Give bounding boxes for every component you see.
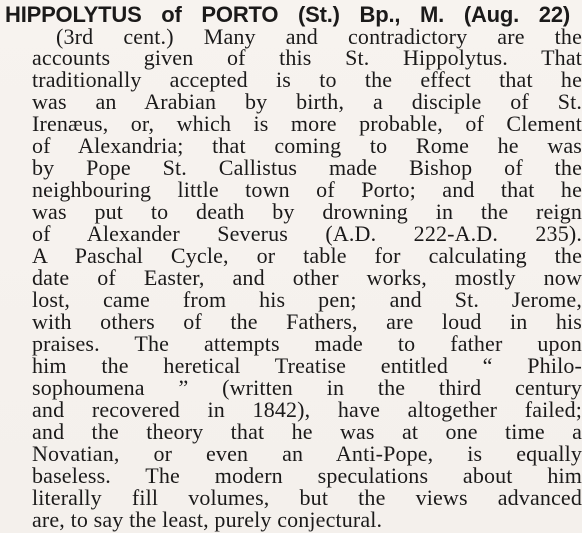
text-line: Novatian, or even an Anti-Pope, is equally (32, 442, 582, 466)
text-line: was an Arabian by birth, a disciple of St. (32, 90, 582, 114)
text-line: sophoumena ” (written in the third century (32, 376, 582, 400)
text-line: was put to death by drowning in the reign (32, 200, 582, 224)
text-line: date of Easter, and other works, mostly now (32, 266, 582, 290)
text-line: neighbouring little town of Porto; and that he (32, 178, 582, 202)
text-line: and recovered in 1842), have altogether failed; (32, 398, 582, 422)
text-line: (3rd cent.) Many and contradictory are the (56, 25, 582, 49)
text-line: praises. The attempts made to father upon (32, 332, 582, 356)
text-line: him the heretical Treatise entitled “ Philo- (32, 354, 582, 378)
text-line: traditionally accepted is to the effect that he (32, 68, 582, 92)
text-line: accounts given of this St. Hippolytus. That (32, 46, 582, 70)
entry-heading: HIPPOLYTUS of PORTO (St.) Bp., M. (Aug. 22) (5, 3, 570, 27)
text-line: are, to say the least, purely conjectural. (32, 508, 383, 532)
text-line: by Pope St. Callistus made Bishop of the (32, 156, 582, 180)
text-line: and the theory that he was at one time a (32, 420, 582, 444)
text-line: Irenæus, or, which is more probable, of Clement (32, 112, 582, 136)
text-line: A Paschal Cycle, or table for calculating the (32, 244, 582, 268)
text-line: lost, came from his pen; and St. Jerome, (32, 288, 582, 312)
text-line: with others of the Fathers, are loud in his (32, 310, 582, 334)
text-line: literally fill volumes, but the views advanced (32, 486, 582, 510)
text-line: of Alexander Severus (A.D. 222-A.D. 235). (32, 222, 582, 246)
text-line: of Alexandria; that coming to Rome he was (32, 134, 582, 158)
text-line: baseless. The modern speculations about him (32, 464, 582, 488)
